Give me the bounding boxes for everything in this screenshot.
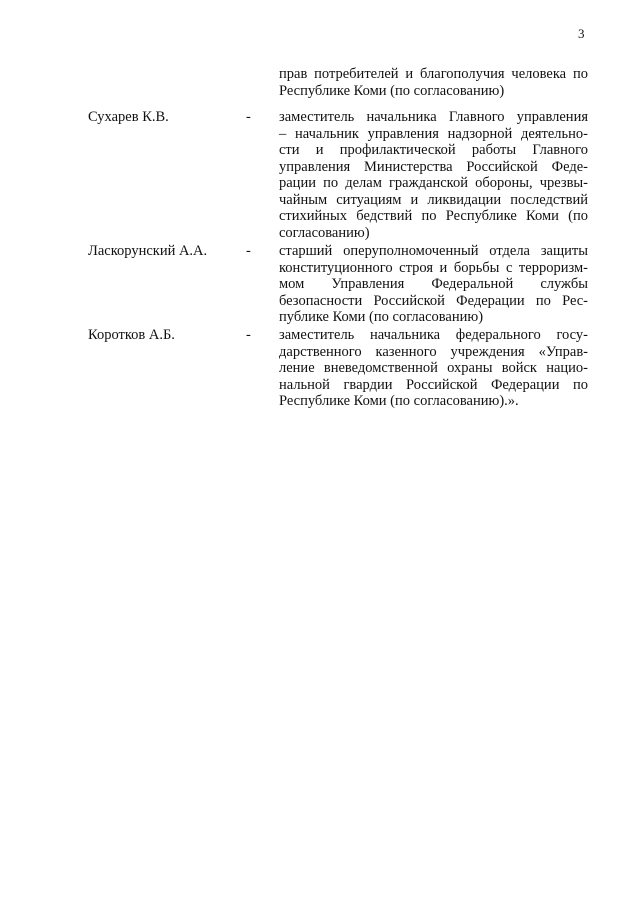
member-position: [279, 243, 588, 326]
position-line: заместитель начальника федерального госу-: [279, 327, 588, 343]
position-line: стихийных бедствий по Республике Коми (по: [279, 208, 588, 224]
member-position: [279, 327, 588, 410]
member-name: Ласкорунский А.А.: [88, 243, 208, 259]
position-line: Республике Коми (по согласованию).».: [279, 393, 519, 409]
position-line: публике Коми (по согласованию): [279, 309, 484, 325]
member-name: Сухарев К.В.: [88, 109, 169, 125]
position-line: – начальник управления надзорной деятельно-: [279, 125, 588, 142]
position-line: конституционного строя и борьбы с терроризм-: [279, 259, 588, 276]
position-line: безопасности Российской Федерации по Рес-: [279, 292, 588, 309]
position-line: заместитель начальника Главного управления: [279, 109, 588, 125]
member-name: Коротков А.Б.: [88, 327, 175, 343]
position-line: мом Управления Федеральной службы: [279, 276, 588, 292]
position-line: согласованию): [279, 224, 370, 241]
continuation-line: прав потребителей и благополучия человека по: [279, 66, 588, 82]
position-line: старший оперуполномоченный отдела защиты: [279, 243, 588, 259]
continuation-line: Республике Коми (по согласованию): [279, 82, 505, 99]
page-number: 3: [578, 26, 585, 41]
position-line: чайным ситуациям и ликвидации последствий: [279, 191, 588, 208]
member-dash: -: [246, 327, 251, 343]
position-line: рации по делам гражданской обороны, чрезвы-: [279, 175, 588, 191]
member-position: [279, 109, 588, 241]
position-line: нальной гвардии Российской Федерации по: [279, 376, 588, 393]
position-line: управления Министерства Российской Феде-: [279, 158, 588, 175]
continuation-text: [279, 66, 588, 99]
member-dash: -: [246, 243, 251, 259]
position-line: дарственного казенного учреждения «Управ-: [279, 343, 588, 360]
position-line: сти и профилактической работы Главного: [279, 142, 588, 158]
member-dash: -: [246, 109, 251, 125]
position-line: ление вневедомственной охраны войск нацио-: [279, 360, 588, 376]
